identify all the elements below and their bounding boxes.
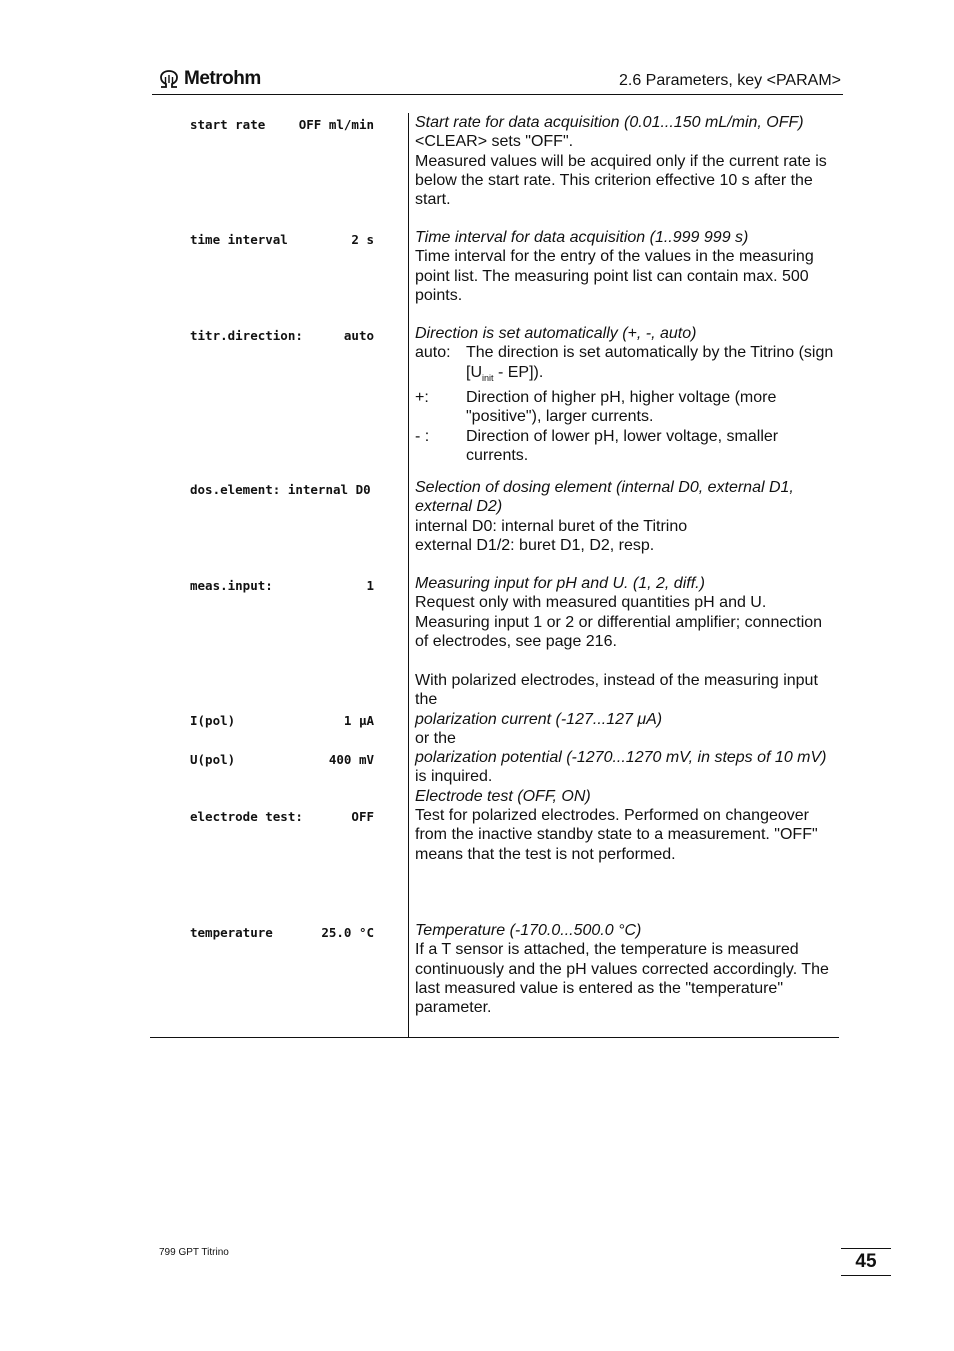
desc-start-rate bbox=[415, 113, 835, 209]
desc-dos-element bbox=[415, 478, 835, 555]
param-value: 25.0 °C bbox=[321, 925, 374, 940]
brand-name: Metrohm bbox=[184, 68, 261, 89]
header-rule bbox=[152, 94, 843, 95]
table-bottom-rule bbox=[150, 1037, 839, 1038]
param-u-pol bbox=[190, 752, 374, 767]
omega-logo-icon bbox=[158, 68, 180, 90]
desc-text: Time interval for the entry of the values in the measuring point list. The measuring point list can contain max. 500 points. bbox=[415, 248, 814, 304]
desc-temperature bbox=[415, 921, 835, 1017]
column-divider bbox=[408, 113, 409, 1038]
desc-heading: Direction is set automatically (+, -, auto) bbox=[415, 325, 697, 342]
desc-text: or the bbox=[415, 729, 456, 747]
option-text: Direction of lower pH, lower voltage, smaller currents. bbox=[466, 427, 779, 464]
desc-upol: polarization potential (-1270...1270 mV, in steps of 10 mV) bbox=[415, 749, 827, 767]
param-name: dos.element: internal D0 bbox=[190, 482, 371, 497]
param-time-interval bbox=[190, 232, 374, 247]
param-name: I(pol) bbox=[190, 713, 236, 728]
footer-title: 799 GPT Titrino bbox=[159, 1247, 229, 1258]
desc-time-interval bbox=[415, 228, 835, 305]
option-text: The direction is set automatically by the Titrino (sign $[U_{init} - EP]$). bbox=[466, 344, 834, 383]
param-name: titr.direction: bbox=[190, 328, 303, 343]
param-name: temperature bbox=[190, 925, 273, 940]
param-name: start rate bbox=[190, 117, 266, 132]
page-number: 45 bbox=[841, 1248, 891, 1276]
param-name: electrode test: bbox=[190, 809, 303, 824]
param-value: OFF bbox=[351, 809, 374, 824]
param-electrode-test bbox=[190, 809, 374, 824]
param-name: meas.input: bbox=[190, 578, 273, 593]
param-value: OFF ml/min bbox=[298, 117, 374, 132]
param-titr-direction bbox=[190, 328, 374, 343]
param-value: auto bbox=[343, 328, 374, 343]
option-text: Direction of higher pH, higher voltage (more "positive"), larger currents. bbox=[466, 389, 777, 426]
desc-heading: Start rate for data acquisition (0.01...150 mL/min, OFF) bbox=[415, 114, 804, 131]
desc-heading: Electrode test (OFF, ON) bbox=[415, 787, 591, 805]
desc-text: With polarized electrodes, instead of the measuring input the bbox=[415, 672, 818, 709]
desc-text: <CLEAR> sets "OFF". bbox=[415, 133, 574, 151]
param-name: U(pol) bbox=[190, 752, 236, 767]
desc-heading: Measuring input for pH and U. (1, 2, diff.) bbox=[415, 575, 705, 592]
param-value: 2 s bbox=[351, 232, 374, 247]
option-term: - : bbox=[415, 427, 430, 445]
desc-text: is inquired. bbox=[415, 768, 493, 786]
desc-heading: Time interval for data acquisition (1..999 999 s) bbox=[415, 229, 749, 246]
desc-text: internal D0: internal buret of the Titrino bbox=[415, 517, 688, 535]
metrohm-logo bbox=[158, 68, 261, 90]
desc-text: Measured values will be acquired only if the current rate is below the start rate. This criterion effective 10 s after the start. bbox=[415, 152, 827, 209]
desc-titr-direction bbox=[415, 324, 835, 465]
desc-heading: Temperature (-170.0...500.0 °C) bbox=[415, 922, 642, 939]
desc-text: Test for polarized electrodes. Performed on changeover from the inactive standby state to a measurement. "OFF" means that the test is not performed. bbox=[415, 807, 818, 863]
direction-options bbox=[415, 343, 835, 465]
param-temperature bbox=[190, 925, 374, 940]
desc-heading: Selection of dosing element (internal D0, external D1, external D2) bbox=[415, 479, 794, 516]
desc-polarized bbox=[415, 671, 835, 864]
section-title: 2.6 Parameters, key <PARAM> bbox=[618, 72, 841, 89]
desc-text: Request only with measured quantities pH and U. Measuring input 1 or 2 or differential amplifier; connection of electrodes, see page 216. bbox=[415, 594, 823, 650]
desc-meas-input bbox=[415, 574, 835, 651]
param-value: 1 μA bbox=[343, 713, 374, 728]
param-value: 1 bbox=[366, 578, 374, 593]
option-term: auto: bbox=[415, 344, 451, 362]
param-name: time interval bbox=[190, 232, 288, 247]
param-i-pol bbox=[190, 713, 374, 728]
desc-text: external D1/2: buret D1, D2, resp. bbox=[415, 536, 655, 554]
desc-ipol: polarization current (-127...127 μA) bbox=[415, 710, 663, 728]
option-term: +: bbox=[415, 389, 429, 407]
param-dos-element bbox=[190, 482, 374, 497]
param-meas-input bbox=[190, 578, 374, 593]
desc-text: If a T sensor is attached, the temperature is measured continuously and the pH values corrected accordingly. The last measured value is entered as the "temperature" parameter. bbox=[415, 941, 829, 1017]
param-value: 400 mV bbox=[328, 752, 374, 767]
param-start-rate bbox=[190, 117, 374, 132]
